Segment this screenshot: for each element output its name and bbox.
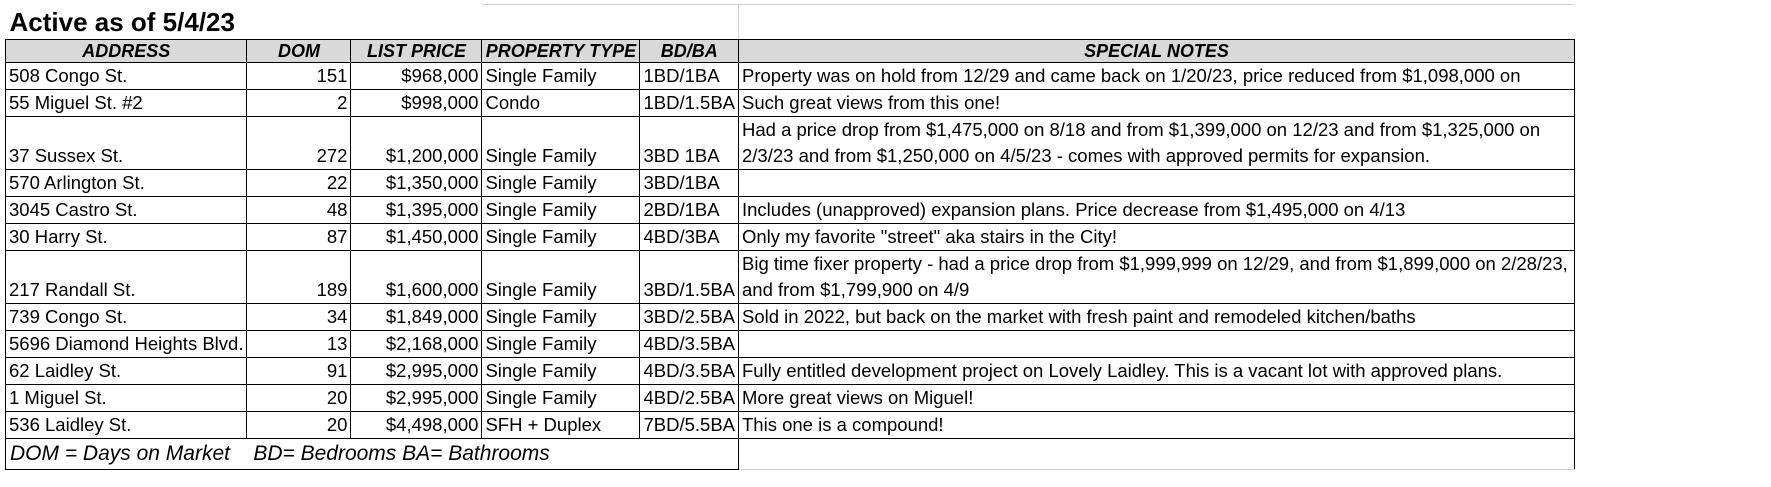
table-row (6, 303, 1575, 330)
cell-address[interactable]: 55 Miguel St. #2 (6, 89, 247, 116)
cell-list-price[interactable]: $968,000 (351, 62, 482, 89)
cell-bd-ba[interactable]: 1BD/1BA (640, 62, 739, 89)
table-row (6, 384, 1575, 411)
column-header-property-type[interactable]: PROPERTY TYPE (482, 39, 640, 62)
cell-property-type[interactable]: Single Family (482, 62, 640, 89)
cell-special-notes[interactable]: Sold in 2022, but back on the market with fresh paint and remodeled kitchen/baths (739, 303, 1575, 330)
cell-bd-ba[interactable]: 2BD/1BA (640, 196, 739, 223)
empty-cell[interactable] (482, 5, 739, 40)
cell-bd-ba[interactable]: 1BD/1.5BA (640, 89, 739, 116)
table-body (6, 5, 1575, 470)
cell-property-type[interactable]: Single Family (482, 169, 640, 196)
cell-special-notes[interactable]: Had a price drop from $1,475,000 on 8/18 and from $1,399,000 on 12/23 and from $1,325,000 on 2/3/23 and from $1,250,000 on 4/5/23 - comes with approved permits for expansion. (739, 116, 1575, 169)
cell-property-type[interactable]: Condo (482, 89, 640, 116)
cell-property-type[interactable]: Single Family (482, 223, 640, 250)
cell-dom[interactable]: 20 (247, 384, 351, 411)
table-row (6, 411, 1575, 438)
cell-bd-ba[interactable]: 4BD/3.5BA (640, 357, 739, 384)
cell-list-price[interactable]: $1,395,000 (351, 196, 482, 223)
cell-list-price[interactable]: $2,995,000 (351, 357, 482, 384)
cell-bd-ba[interactable]: 4BD/3BA (640, 223, 739, 250)
cell-dom[interactable]: 189 (247, 250, 351, 303)
cell-bd-ba[interactable]: 4BD/3.5BA (640, 330, 739, 357)
cell-list-price[interactable]: $1,450,000 (351, 223, 482, 250)
cell-dom[interactable]: 2 (247, 89, 351, 116)
cell-bd-ba[interactable]: 3BD/2.5BA (640, 303, 739, 330)
cell-special-notes[interactable]: This one is a compound! (739, 411, 1575, 438)
table-row (6, 62, 1575, 89)
cell-address[interactable]: 739 Congo St. (6, 303, 247, 330)
title-row (6, 5, 1575, 40)
cell-bd-ba[interactable]: 3BD/1.5BA (640, 250, 739, 303)
table-row (6, 89, 1575, 116)
cell-address[interactable]: 570 Arlington St. (6, 169, 247, 196)
cell-address[interactable]: 508 Congo St. (6, 62, 247, 89)
cell-dom[interactable]: 34 (247, 303, 351, 330)
cell-list-price[interactable]: $1,849,000 (351, 303, 482, 330)
column-header-bd-ba[interactable]: BD/BA (640, 39, 739, 62)
cell-property-type[interactable]: Single Family (482, 250, 640, 303)
cell-special-notes[interactable] (739, 169, 1575, 196)
cell-special-notes[interactable]: Big time fixer property - had a price drop from $1,999,999 on 12/29, and from $1,899,000 on 2/28/23, and from $1,799,900 on 4/9 (739, 250, 1575, 303)
table-row (6, 223, 1575, 250)
cell-property-type[interactable]: Single Family (482, 357, 640, 384)
cell-special-notes[interactable]: Only my favorite "street" aka stairs in the City! (739, 223, 1575, 250)
cell-property-type[interactable]: Single Family (482, 330, 640, 357)
cell-address[interactable]: 3045 Castro St. (6, 196, 247, 223)
cell-address[interactable]: 1 Miguel St. (6, 384, 247, 411)
cell-list-price[interactable]: $998,000 (351, 89, 482, 116)
cell-dom[interactable]: 272 (247, 116, 351, 169)
cell-property-type[interactable]: Single Family (482, 303, 640, 330)
legend-row (6, 438, 1575, 469)
cell-address[interactable]: 62 Laidley St. (6, 357, 247, 384)
column-header-special-notes[interactable]: SPECIAL NOTES (739, 39, 1575, 62)
cell-bd-ba[interactable]: 7BD/5.5BA (640, 411, 739, 438)
cell-address[interactable]: 536 Laidley St. (6, 411, 247, 438)
cell-dom[interactable]: 48 (247, 196, 351, 223)
column-header-dom[interactable]: DOM (247, 39, 351, 62)
cell-list-price[interactable]: $4,498,000 (351, 411, 482, 438)
cell-special-notes[interactable]: Property was on hold from 12/29 and came back on 1/20/23, price reduced from $1,098,000 on (739, 62, 1575, 89)
sheet-title[interactable]: Active as of 5/4/23 (6, 5, 482, 40)
table-row (6, 250, 1575, 303)
table-row (6, 330, 1575, 357)
cell-property-type[interactable]: Single Family (482, 196, 640, 223)
cell-dom[interactable]: 20 (247, 411, 351, 438)
column-header-address[interactable]: ADDRESS (6, 39, 247, 62)
table-row (6, 169, 1575, 196)
cell-bd-ba[interactable]: 4BD/2.5BA (640, 384, 739, 411)
cell-special-notes[interactable] (739, 330, 1575, 357)
cell-special-notes[interactable]: Fully entitled development project on Lovely Laidley. This is a vacant lot with approved plans. (739, 357, 1575, 384)
cell-list-price[interactable]: $2,995,000 (351, 384, 482, 411)
cell-property-type[interactable]: Single Family (482, 384, 640, 411)
listings-table (5, 4, 1575, 470)
cell-property-type[interactable]: Single Family (482, 116, 640, 169)
header-row (6, 39, 1575, 62)
cell-special-notes[interactable]: Such great views from this one! (739, 89, 1575, 116)
table-row (6, 357, 1575, 384)
cell-address[interactable]: 5696 Diamond Heights Blvd. (6, 330, 247, 357)
cell-special-notes[interactable]: More great views on Miguel! (739, 384, 1575, 411)
column-header-list-price[interactable]: LIST PRICE (351, 39, 482, 62)
cell-address[interactable]: 37 Sussex St. (6, 116, 247, 169)
table-row (6, 116, 1575, 169)
cell-special-notes[interactable]: Includes (unapproved) expansion plans. Price decrease from $1,495,000 on 4/13 (739, 196, 1575, 223)
empty-cell[interactable] (739, 5, 1575, 40)
cell-dom[interactable]: 87 (247, 223, 351, 250)
cell-dom[interactable]: 91 (247, 357, 351, 384)
cell-address[interactable]: 30 Harry St. (6, 223, 247, 250)
cell-dom[interactable]: 13 (247, 330, 351, 357)
cell-bd-ba[interactable]: 3BD 1BA (640, 116, 739, 169)
cell-address[interactable]: 217 Randall St. (6, 250, 247, 303)
cell-list-price[interactable]: $1,200,000 (351, 116, 482, 169)
cell-list-price[interactable]: $2,168,000 (351, 330, 482, 357)
table-row (6, 196, 1575, 223)
cell-property-type[interactable]: SFH + Duplex (482, 411, 640, 438)
cell-bd-ba[interactable]: 3BD/1BA (640, 169, 739, 196)
legend-text[interactable]: DOM = Days on Market BD= Bedrooms BA= Bathrooms (6, 438, 739, 469)
cell-dom[interactable]: 151 (247, 62, 351, 89)
cell-list-price[interactable]: $1,600,000 (351, 250, 482, 303)
empty-cell[interactable] (739, 438, 1575, 469)
cell-dom[interactable]: 22 (247, 169, 351, 196)
cell-list-price[interactable]: $1,350,000 (351, 169, 482, 196)
